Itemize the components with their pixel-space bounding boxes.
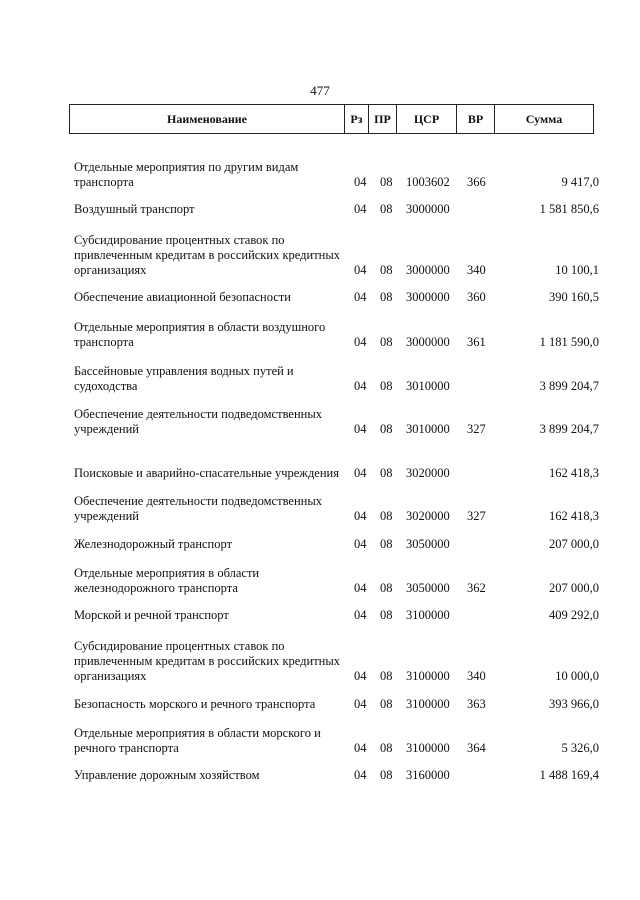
row-sum: 10 000,0: [555, 669, 599, 683]
row-pr: 08: [380, 335, 393, 349]
row-pr: 08: [380, 290, 393, 304]
row-rz: 04: [354, 202, 367, 216]
row-csr: 3000000: [406, 290, 450, 304]
row-csr: 3000000: [406, 335, 450, 349]
row-sum: 207 000,0: [549, 581, 599, 595]
row-sum: 390 160,5: [549, 290, 599, 304]
row-name: Субсидирование процентных ставок по привлеченным кредитам в российских кредитных организациях: [74, 639, 340, 683]
table-row: [74, 157, 599, 190]
row-rz: 04: [354, 466, 367, 480]
row-pr: 08: [380, 379, 393, 393]
row-csr: 3100000: [406, 669, 450, 683]
row-csr: 3160000: [406, 768, 450, 782]
header-rz: Рз: [345, 105, 369, 133]
row-pr: 08: [380, 741, 393, 755]
row-rz: 04: [354, 581, 367, 595]
row-pr: 08: [380, 263, 393, 277]
table-row: [74, 564, 599, 596]
row-pr: 08: [380, 422, 393, 436]
row-csr: 3020000: [406, 509, 450, 523]
row-sum: 1 581 850,6: [539, 202, 599, 216]
table-row: [74, 724, 599, 756]
row-csr: 1003602: [406, 175, 450, 189]
page-number: 477: [310, 83, 330, 98]
row-csr: 3100000: [406, 741, 450, 755]
row-csr: 3010000: [406, 422, 450, 436]
header-sum: Сумма: [525, 111, 563, 126]
row-sum: 393 966,0: [549, 697, 599, 711]
row-csr: 3100000: [406, 608, 450, 622]
table-row: [74, 696, 599, 712]
row-pr: 08: [380, 466, 393, 480]
header-vr: ВР: [457, 105, 495, 133]
row-name: Отдельные мероприятия в области железнодорожного транспорта: [74, 566, 260, 595]
row-vr: 362: [467, 581, 486, 595]
row-name: Обеспечение авиационной безопасности: [74, 290, 291, 304]
row-rz: 04: [354, 608, 367, 622]
table-header: [69, 104, 594, 134]
row-vr: 366: [467, 175, 486, 189]
row-rz: 04: [354, 741, 367, 755]
row-name: Безопасность морского и речного транспорта: [74, 697, 316, 711]
header-name: Наименование: [70, 105, 345, 133]
row-sum: 162 418,3: [549, 509, 599, 523]
row-vr: 340: [467, 263, 486, 277]
row-name: Субсидирование процентных ставок по привлеченным кредитам в российских кредитных организациях: [74, 233, 340, 277]
row-pr: 08: [380, 608, 393, 622]
row-name: Морской и речной транспорт: [74, 608, 229, 622]
table-row: [74, 767, 599, 783]
row-vr: 363: [467, 697, 486, 711]
row-name: Бассейновые управления водных путей и судоходства: [74, 364, 294, 393]
row-name: Управление дорожным хозяйством: [74, 768, 260, 782]
header-csr: ЦСР: [397, 105, 457, 133]
row-rz: 04: [354, 263, 367, 277]
row-pr: 08: [380, 669, 393, 683]
row-name: Поисковые и аварийно-спасательные учреждения: [74, 466, 339, 480]
table-row: [74, 362, 599, 394]
row-sum: 207 000,0: [549, 537, 599, 551]
row-csr: 3000000: [406, 202, 450, 216]
row-pr: 08: [380, 768, 393, 782]
row-vr: 360: [467, 290, 486, 304]
table-row: [74, 201, 599, 217]
row-pr: 08: [380, 509, 393, 523]
row-name: Отдельные мероприятия в области морского и речного транспорта: [74, 726, 321, 755]
row-vr: 327: [467, 509, 486, 523]
row-sum: 3 899 204,7: [539, 379, 599, 393]
table-row: [74, 607, 599, 623]
row-rz: 04: [354, 768, 367, 782]
row-name: Отдельные мероприятия в области воздушного транспорта: [74, 320, 326, 349]
row-rz: 04: [354, 290, 367, 304]
table-row: [74, 536, 599, 552]
row-rz: 04: [354, 422, 367, 436]
row-rz: 04: [354, 335, 367, 349]
row-sum: 5 326,0: [561, 741, 599, 755]
row-rz: 04: [354, 669, 367, 683]
row-vr: 364: [467, 741, 486, 755]
row-csr: 3020000: [406, 466, 450, 480]
table-row: [74, 318, 599, 350]
row-name: Обеспечение деятельности подведомственных учреждений: [74, 407, 322, 436]
row-name: Железнодорожный транспорт: [74, 537, 233, 551]
table-row: [74, 289, 599, 305]
row-rz: 04: [354, 379, 367, 393]
table-row: [74, 230, 599, 278]
row-csr: 3010000: [406, 379, 450, 393]
row-pr: 08: [380, 175, 393, 189]
row-name: Воздушный транспорт: [74, 202, 195, 216]
row-vr: 327: [467, 422, 486, 436]
row-csr: 3050000: [406, 537, 450, 551]
header-pr: ПР: [369, 105, 397, 133]
row-sum: 1 488 169,4: [539, 768, 599, 782]
row-csr: 3100000: [406, 697, 450, 711]
row-pr: 08: [380, 581, 393, 595]
table-row: [74, 405, 599, 437]
row-vr: 340: [467, 669, 486, 683]
row-rz: 04: [354, 175, 367, 189]
row-sum: 409 292,0: [549, 608, 599, 622]
row-rz: 04: [354, 509, 367, 523]
row-pr: 08: [380, 537, 393, 551]
row-vr: 361: [467, 335, 486, 349]
row-csr: 3050000: [406, 581, 450, 595]
row-name: Отдельные мероприятия по другим видам транспорта: [74, 160, 299, 189]
table-row: [74, 449, 599, 481]
row-name: Обеспечение деятельности подведомственных учреждений: [74, 494, 322, 523]
row-sum: 1 181 590,0: [539, 335, 599, 349]
row-pr: 08: [380, 697, 393, 711]
row-rz: 04: [354, 697, 367, 711]
row-sum: 3 899 204,7: [539, 422, 599, 436]
row-pr: 08: [380, 202, 393, 216]
row-csr: 3000000: [406, 263, 450, 277]
table-row: [74, 492, 599, 524]
row-sum: 162 418,3: [549, 466, 599, 480]
table-row: [74, 636, 599, 684]
row-sum: 9 417,0: [561, 175, 599, 189]
row-sum: 10 100,1: [555, 263, 599, 277]
row-rz: 04: [354, 537, 367, 551]
